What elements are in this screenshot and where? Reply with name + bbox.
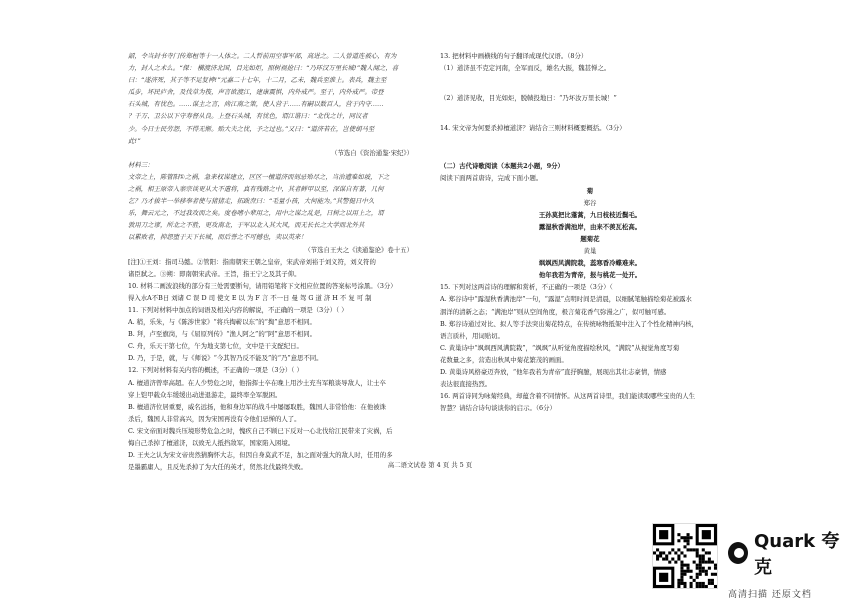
q15-option: B. 郑谷诗通过对比、拟人等手法突出菊花特点，在传统咏物抵架中注入了个性化精神内核， — [440, 319, 698, 328]
poem-2-line: 飒飒西风满院栽，蕊寒香冷蝶难来。 — [538, 259, 642, 268]
right-column — [440, 50, 740, 414]
qr-code-icon — [652, 523, 718, 589]
q12-option: 穿上铠甲载众车缓缓出动进退游走，最终率全军脱困。 — [128, 390, 282, 399]
text-line: 少。今日士民劳怨，不得无惭。贻大夫之忧，予之过也。”又曰：“道济若在，岂使胡马至 — [128, 124, 375, 133]
q15-option: 语言质朴，用词贴切。 — [440, 331, 504, 340]
material-3-label: 材料三： — [128, 160, 154, 169]
question-16: 16. 两首诗同为咏菊经典，却蕴含着不同情怀。从这两首诗里，我们能读取哪些宝贵的人生 — [440, 392, 696, 401]
q12-option: 悔自己杀掉了檀道济，以致无人抵挡敌军，国家陷入困境。 — [128, 439, 295, 447]
poem-1-line: 王孙莫把比蓬蒿，九日枝枝近鬓毛。 — [538, 210, 642, 219]
q15-option: 表达很直接热烈。 — [440, 380, 492, 389]
quark-logo-icon — [728, 542, 748, 564]
q12-option: 杀后，魏国人非常高兴，因为宋国再没有令他们忌惮的人了。 — [128, 414, 301, 423]
source-citation-2: （节选自王夫之《读通鉴论》卷十五） — [304, 245, 413, 254]
poem-2-title: 题菊花 — [580, 234, 600, 243]
annotation-note: [注]①王刘：指司马懿。②管阳：指南朝宋王朝之皇帝，宋武帝刘裕于刘义符，刘义符的 — [128, 257, 376, 266]
q11-option: C. 舟，乐天干第七位，午为地支第七位，文中是干支配纪日。 — [128, 342, 303, 351]
question-12: 12. 下列对材料有关内容的概述，不正确的一项是（3分）（ ） — [128, 366, 303, 375]
q11-option: B. 拜，卢至旗岗，与《屈原列传》“渔人阿之”的“阿”意思不相同。 — [128, 330, 316, 339]
material-3-line: 之祸，相王原帝入寨宗谈更从大不遣将，真有残路之中，其者鲜甲以至，深谋自有著，几何 — [128, 185, 384, 194]
page-footer: 高二语文试卷 第 4 页 共 5 页 — [387, 461, 473, 469]
material-3-line: 乞？乃才拔半一举移奉者使与猪猪走，拓跋焘曰：“毛量小孩，大何能为。”其警挺日中久 — [128, 197, 375, 206]
text-line: 曰：“遂济死，其子等不足复裨!”元嘉二十七年，十二月，乙未，魏兵至淮上。表兵，魏主至 — [128, 76, 387, 85]
q12-option: A. 檀道济曾率高超。在人少势危之时，他指挥士卒在晚上用沙土充当军粮谈导敌人，让士卒 — [128, 378, 386, 387]
section-2-intro: 阅读下面两首唐诗，完成下面小题。 — [440, 174, 543, 183]
material-3-line: 敦用刀之谬，所北之不胜，更攻南北，于军以北入其大风，而无长长之大学而北外其 — [128, 221, 365, 230]
text-line: 此!” — [128, 136, 141, 145]
brand-name: Quark 夸克 — [754, 531, 840, 578]
question-15: 15. 下列对这两首诗的理解和赏析，不正确的一项是（3分）（ — [440, 283, 613, 292]
question-13-2: （2）道济见收，目光如炬，脱帻投地曰：“乃坏汝万里长城！” — [440, 94, 617, 103]
text-line: 力，封人之术么。“保： 横渡济北国，目光如炬，照树视抢曰：“乃环汉万里长城!”魏人闻之，喜 — [128, 64, 399, 73]
poem-1-line: 露湿秋香满池岸，由来不羡瓦松高。 — [538, 222, 642, 231]
question-13-1: （1）道济虽不克定河南，全军而反，雄名大振，魏甚惮之。 — [440, 64, 611, 73]
q11-option: D. 乃，于是，就，与《师说》“今其智乃反不能及”的“乃”意思不同。 — [128, 354, 323, 363]
quark-watermark — [728, 527, 848, 600]
poem-2-author: 黄巢 — [583, 247, 597, 256]
q11-option: A. 稍，乐朱，与《陈涉世家》“将兵掏蕲以东”的“掏”意思不相同。 — [128, 318, 316, 327]
poem-2-line: 他年我若为青帝，报与桃花一处开。 — [538, 271, 642, 280]
q12-option: D. 王夫之认为宋文帝贵然猜胸怀大志，但因自身莫武不足，加之面对强大的敌人时，任用的多 — [128, 451, 393, 460]
annotation-note-2: 诸臣弑之。③朔：即南朝宋武帝。王旨，指王宁之及其子仰。 — [128, 269, 301, 278]
question-10: 10. 材料二画波浪线的部分有三处需要断句，请用铅笔将下文相应位置的答案标号涂黑。（3分） — [128, 281, 397, 290]
material-3-line: 乐，舞云元之，不过我攻而之矣。度卷嗜小辈用之，用中之谋之乱是，日树之以用上之，谓 — [128, 209, 384, 218]
q15-option: A. 郑谷诗中“露湿秋香满池岸”一句，“露湿”点明时间是清晨，以细腻笔触描绘菊花被露水 — [440, 295, 692, 304]
text-line: 韶，令当封书寺门传郑桓等十一人体之。二人哲前用空事军部，高进之。二人曾道连被心，有为 — [128, 52, 397, 60]
q12-option: B. 檀道济位居重要，威名远扬，他和身边军的战斗中屡屡取胜，魏国人非常恰他：在他被诛 — [128, 402, 386, 411]
poem-1-author: 郑谷 — [583, 198, 597, 207]
q15-option: 洇洋的清新之态；“满池岸”则从空间角度，极言菊花香气弥漫之广，似可触可感。 — [440, 307, 671, 316]
brand-tagline: 高清扫描 还原文档 — [728, 590, 812, 600]
question-10-text: 得入水A不B日 刘诸 C 误 D 司 使文 E 以 为 F 言 不一日 曼 驾 G 道 济 H 不 复 可 制 — [128, 293, 372, 302]
question-13: 13. 把材料中画横线的句子翻译成现代汉语。（8分） — [440, 52, 588, 60]
source-citation-1: （节选自《资治通鉴·宋纪》） — [331, 148, 413, 157]
question-14: 14. 宋文帝为何要杀掉檀道济？请结合三则材料概要概括。（3分） — [440, 124, 626, 133]
question-16-cont: 智慧？请结合诗句谈谈你的启示。（6分） — [440, 404, 556, 413]
text-line: 石头城，有忧色。……谋主之言，尚江南之策，使人营于……有嗣以数百人，营于内守…… — [128, 100, 384, 109]
text-line: ？千万、卫公以下守寿督从良。上登石头城，有忧色，谓江谐曰：“北伐之计，同议者 — [128, 112, 368, 121]
q12-option: 是墨霸庸人，且反先杀掉了为大任的英才，贸然北伐最终失败。 — [128, 463, 307, 472]
q15-option: 花数量之多，营造出秋风中菊花繁茂的画面。 — [440, 355, 568, 364]
q15-option: D. 黄巢诗风格豪迈奔放，“他年我若为青帝”直抒胸臆，展现出其壮志豪情，情感 — [440, 367, 667, 376]
material-3-line: 文帝之上，陈管阳①之祸，急来权谋建立，区区一檀道济而刻忌殆尽之，当治遭难如坡，下之 — [128, 172, 390, 181]
text-line: 瓜步，坏民庐舍，及伐草为筏，声言欲渡江，建康震惧，内外戒严。至于，内外戒严。帝登 — [128, 88, 384, 97]
left-column — [128, 50, 413, 473]
q12-option: C. 宋文帝面对魏兵压境形势危急之时，愧疚自己不顾已下反对一心北伐给江民带来了灾祸，后 — [128, 426, 393, 435]
poem-1-title: 菊 — [586, 186, 594, 195]
q15-option: C. 黄巢诗中“飒飒西风满院栽”，“飒飒”从听觉角度描绘秋风，“满院”从视觉角度写菊 — [440, 343, 680, 352]
question-11: 11. 下列对材料中加点的词语及相关内容的解说，不正确的一项是（3分）（ ） — [128, 305, 348, 314]
material-3-line: 以累败者，抑怨堕于天下长城，而后誉之不可撼也，卖以英来！ — [128, 233, 307, 242]
section-2-title: （二）古代诗歌阅读（本题共2小题，9分） — [440, 162, 564, 171]
